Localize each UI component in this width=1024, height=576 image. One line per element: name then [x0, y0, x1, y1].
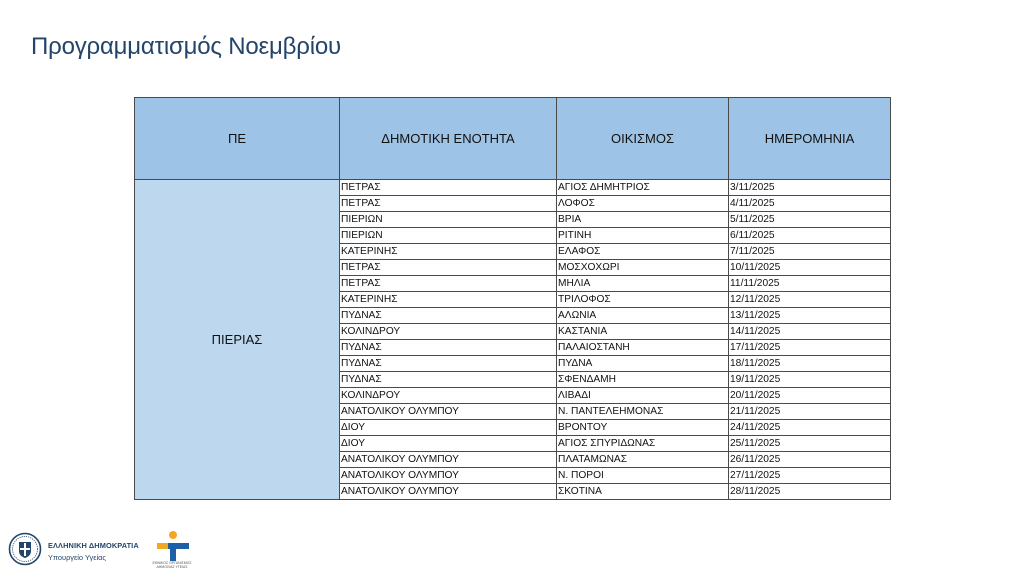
settlement-cell: ΒΡΙΑ: [557, 212, 729, 228]
date-cell: 18/11/2025: [729, 356, 891, 372]
municipal-unit-cell: ΠΥΔΝΑΣ: [340, 356, 557, 372]
settlement-cell: ΒΡΟΝΤΟΥ: [557, 420, 729, 436]
schedule-table: [134, 97, 891, 500]
settlement-cell: ΛΟΦΟΣ: [557, 196, 729, 212]
municipal-unit-cell: ΑΝΑΤΟΛΙΚΟΥ ΟΛΥΜΠΟΥ: [340, 452, 557, 468]
eody-caption: ΕΘΝΙΚΟΣ ΟΡΓΑΝΙΣΜΟΣ ΔΗΜΟΣΙΑΣ ΥΓΕΙΑΣ: [152, 561, 192, 569]
date-cell: 14/11/2025: [729, 324, 891, 340]
date-cell: 13/11/2025: [729, 308, 891, 324]
header-municipal-unit: ΔΗΜΟΤΙΚΗ ΕΝΟΤΗΤΑ: [340, 98, 557, 180]
date-cell: 4/11/2025: [729, 196, 891, 212]
municipal-unit-cell: ΠΕΤΡΑΣ: [340, 180, 557, 196]
settlement-cell: ΠΑΛΑΙΟΣΤΑΝΗ: [557, 340, 729, 356]
date-cell: 27/11/2025: [729, 468, 891, 484]
municipal-unit-cell: ΠΕΤΡΑΣ: [340, 196, 557, 212]
municipal-unit-cell: ΠΕΤΡΑΣ: [340, 276, 557, 292]
greek-coat-of-arms-icon: [8, 532, 42, 566]
date-cell: 17/11/2025: [729, 340, 891, 356]
table-row: [135, 180, 891, 196]
municipal-unit-cell: ΚΟΛΙΝΔΡΟΥ: [340, 388, 557, 404]
settlement-cell: ΜΟΣΧΟΧΩΡΙ: [557, 260, 729, 276]
municipal-unit-cell: ΠΙΕΡΙΩΝ: [340, 212, 557, 228]
settlement-cell: ΛΙΒΑΔΙ: [557, 388, 729, 404]
region-cell: ΠΙΕΡΙΑΣ: [135, 180, 340, 500]
date-cell: 3/11/2025: [729, 180, 891, 196]
municipal-unit-cell: ΚΟΛΙΝΔΡΟΥ: [340, 324, 557, 340]
municipal-unit-cell: ΚΑΤΕΡΙΝΗΣ: [340, 292, 557, 308]
page-title: Προγραμματισμός Νοεμβρίου: [31, 33, 341, 60]
date-cell: 26/11/2025: [729, 452, 891, 468]
settlement-cell: ΣΦΕΝΔΑΜΗ: [557, 372, 729, 388]
municipal-unit-cell: ΠΕΤΡΑΣ: [340, 260, 557, 276]
header-settlement: ΟΙΚΙΣΜΟΣ: [557, 98, 729, 180]
municipal-unit-cell: ΠΥΔΝΑΣ: [340, 308, 557, 324]
municipal-unit-cell: ΠΙΕΡΙΩΝ: [340, 228, 557, 244]
date-cell: 12/11/2025: [729, 292, 891, 308]
table-body: [135, 180, 891, 500]
date-cell: 28/11/2025: [729, 484, 891, 500]
settlement-cell: ΕΛΑΦΟΣ: [557, 244, 729, 260]
settlement-cell: Ν. ΠΑΝΤΕΛΕΗΜΟΝΑΣ: [557, 404, 729, 420]
settlement-cell: ΚΑΣΤΑΝΙΑ: [557, 324, 729, 340]
date-cell: 25/11/2025: [729, 436, 891, 452]
settlement-cell: ΣΚΟΤΙΝΑ: [557, 484, 729, 500]
settlement-cell: ΠΥΔΝΑ: [557, 356, 729, 372]
government-label: [48, 541, 158, 562]
date-cell: 20/11/2025: [729, 388, 891, 404]
date-cell: 5/11/2025: [729, 212, 891, 228]
settlement-cell: ΤΡΙΛΟΦΟΣ: [557, 292, 729, 308]
table-header: [135, 98, 891, 180]
date-cell: 7/11/2025: [729, 244, 891, 260]
settlement-cell: ΡΙΤΙΝΗ: [557, 228, 729, 244]
municipal-unit-cell: ΔΙΟΥ: [340, 436, 557, 452]
settlement-cell: ΠΛΑΤΑΜΩΝΑΣ: [557, 452, 729, 468]
date-cell: 21/11/2025: [729, 404, 891, 420]
settlement-cell: ΑΓΙΟΣ ΣΠΥΡΙΔΩΝΑΣ: [557, 436, 729, 452]
municipal-unit-cell: ΚΑΤΕΡΙΝΗΣ: [340, 244, 557, 260]
municipal-unit-cell: ΑΝΑΤΟΛΙΚΟΥ ΟΛΥΜΠΟΥ: [340, 404, 557, 420]
municipal-unit-cell: ΔΙΟΥ: [340, 420, 557, 436]
date-cell: 19/11/2025: [729, 372, 891, 388]
municipal-unit-cell: ΑΝΑΤΟΛΙΚΟΥ ΟΛΥΜΠΟΥ: [340, 468, 557, 484]
date-cell: 10/11/2025: [729, 260, 891, 276]
date-cell: 24/11/2025: [729, 420, 891, 436]
eody-cross-logo-icon: [154, 530, 190, 562]
header-row: [135, 98, 891, 180]
settlement-cell: Ν. ΠΟΡΟΙ: [557, 468, 729, 484]
date-cell: 11/11/2025: [729, 276, 891, 292]
municipal-unit-cell: ΑΝΑΤΟΛΙΚΟΥ ΟΛΥΜΠΟΥ: [340, 484, 557, 500]
header-date: ΗΜΕΡΟΜΗΝΙΑ: [729, 98, 891, 180]
settlement-cell: ΜΗΛΙΑ: [557, 276, 729, 292]
government-name: ΕΛΛΗΝΙΚΗ ΔΗΜΟΚΡΑΤΙΑ: [48, 541, 139, 550]
settlement-cell: ΑΓΙΟΣ ΔΗΜΗΤΡΙΟΣ: [557, 180, 729, 196]
ministry-name: Υπουργείο Υγείας: [48, 553, 106, 562]
date-cell: 6/11/2025: [729, 228, 891, 244]
header-pe: ΠΕ: [135, 98, 340, 180]
municipal-unit-cell: ΠΥΔΝΑΣ: [340, 340, 557, 356]
municipal-unit-cell: ΠΥΔΝΑΣ: [340, 372, 557, 388]
settlement-cell: ΑΛΩΝΙΑ: [557, 308, 729, 324]
